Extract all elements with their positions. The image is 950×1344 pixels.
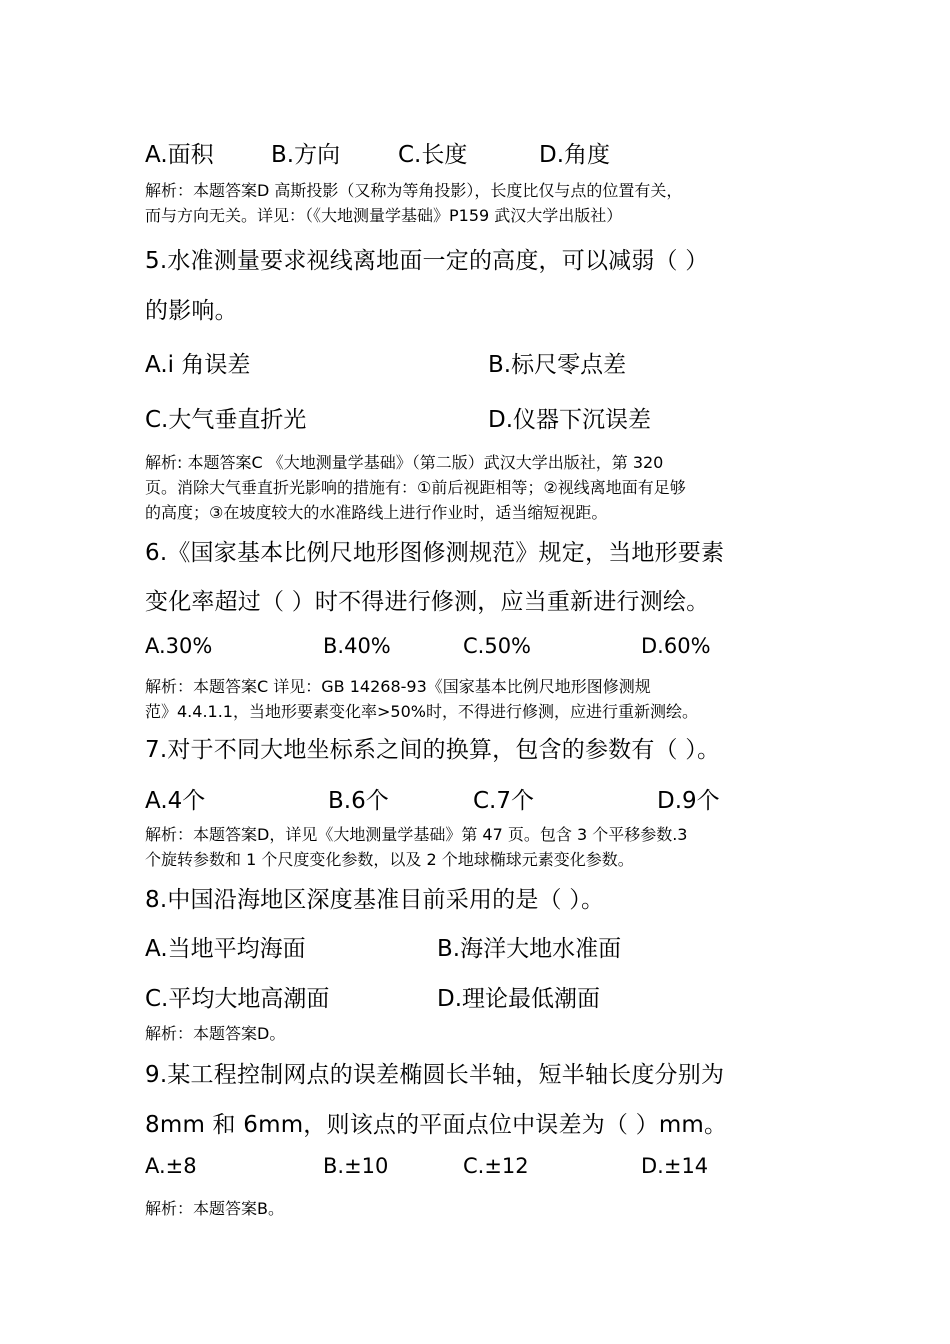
q5-options-row-2 xyxy=(145,401,845,433)
q9-option-a: A.±8 xyxy=(145,1154,197,1178)
q5-option-c: C.大气垂直折光 xyxy=(145,407,307,433)
q6-option-c: C.50% xyxy=(463,634,532,658)
q5-explanation-line-1: 解析: 本题答案C 《大地测量学基础》（第二版）武汉大学出版社，第 320 xyxy=(145,453,664,472)
q9-options xyxy=(145,1154,845,1186)
q4-option-b: B.方向 xyxy=(271,142,341,168)
q9-explanation: 解析：本题答案B。 xyxy=(145,1199,284,1218)
q6-options xyxy=(145,634,845,664)
q7-explanation-line-1: 解析：本题答案D，详见《大地测量学基础》第 47 页。包含 3 个平移参数.3 xyxy=(145,825,688,844)
q9-stem-line-2: 8mm 和 6mm，则该点的平面点位中误差为（ ）mm。 xyxy=(145,1112,728,1138)
q7-options xyxy=(145,782,845,814)
q5-options-row-1 xyxy=(145,346,845,378)
q9-option-c: C.±12 xyxy=(463,1154,529,1178)
q6-option-d: D.60% xyxy=(641,634,711,658)
q5-stem-line-2: 的影响。 xyxy=(145,298,238,324)
q6-option-b: B.40% xyxy=(323,634,391,658)
q7-option-d: D.9个 xyxy=(657,788,720,814)
q8-option-c: C.平均大地高潮面 xyxy=(145,986,330,1012)
q5-stem-line-1: 5.水准测量要求视线离地面一定的高度，可以减弱（ ） xyxy=(145,248,709,274)
q5-explanation-line-3: 的高度；③在坡度较大的水准路线上进行作业时，适当缩短视距。 xyxy=(145,503,608,522)
q6-explanation-line-2: 范》4.4.1.1，当地形要素变化率>50%时，不得进行修测，应进行重新测绘。 xyxy=(145,702,698,721)
q6-stem-line-2: 变化率超过（ ）时不得进行修测，应当重新进行测绘。 xyxy=(145,589,710,615)
q8-options-row-2 xyxy=(145,980,845,1012)
q8-option-d: D.理论最低潮面 xyxy=(437,986,601,1012)
q5-explanation-line-2: 页。消除大气垂直折光影响的措施有：①前后视距相等；②视线离地面有足够 xyxy=(145,478,686,497)
q7-option-c: C.7个 xyxy=(473,788,535,814)
q6-explanation-line-1: 解析：本题答案C 详见：GB 14268-93《国家基本比例尺地形图修测规 xyxy=(145,677,651,696)
q4-explanation-line-1: 解析：本题答案D 高斯投影（又称为等角投影），长度比仅与点的位置有关， xyxy=(145,181,683,200)
q6-stem-line-1: 6.《国家基本比例尺地形图修测规范》规定，当地形要素 xyxy=(145,540,725,566)
q8-option-b: B.海洋大地水准面 xyxy=(437,936,622,962)
q4-explanation-line-2: 而与方向无关。详见：（《大地测量学基础》P159 武汉大学出版社） xyxy=(145,206,623,225)
q7-option-b: B.6个 xyxy=(328,788,389,814)
q4-option-c: C.长度 xyxy=(398,142,468,168)
q8-options-row-1 xyxy=(145,930,845,962)
q9-option-b: B.±10 xyxy=(323,1154,389,1178)
q9-option-d: D.±14 xyxy=(641,1154,709,1178)
q4-option-d: D.角度 xyxy=(539,142,611,168)
q8-stem: 8.中国沿海地区深度基准目前采用的是（ ）。 xyxy=(145,887,605,913)
q7-stem: 7.对于不同大地坐标系之间的换算，包含的参数有（ ）。 xyxy=(145,737,721,763)
q8-explanation: 解析：本题答案D。 xyxy=(145,1024,286,1043)
q5-option-a: A.i 角误差 xyxy=(145,352,251,378)
q6-option-a: A.30% xyxy=(145,634,213,658)
q7-explanation-line-2: 个旋转参数和 1 个尺度变化参数，以及 2 个地球椭球元素变化参数。 xyxy=(145,850,634,869)
q5-option-d: D.仪器下沉误差 xyxy=(488,407,652,433)
q7-option-a: A.4个 xyxy=(145,788,206,814)
q8-option-a: A.当地平均海面 xyxy=(145,936,306,962)
q4-option-a: A.面积 xyxy=(145,142,214,168)
q4-options xyxy=(145,136,845,168)
q9-stem-line-1: 9.某工程控制网点的误差椭圆长半轴，短半轴长度分别为 xyxy=(145,1062,725,1088)
q5-option-b: B.标尺零点差 xyxy=(488,352,627,378)
